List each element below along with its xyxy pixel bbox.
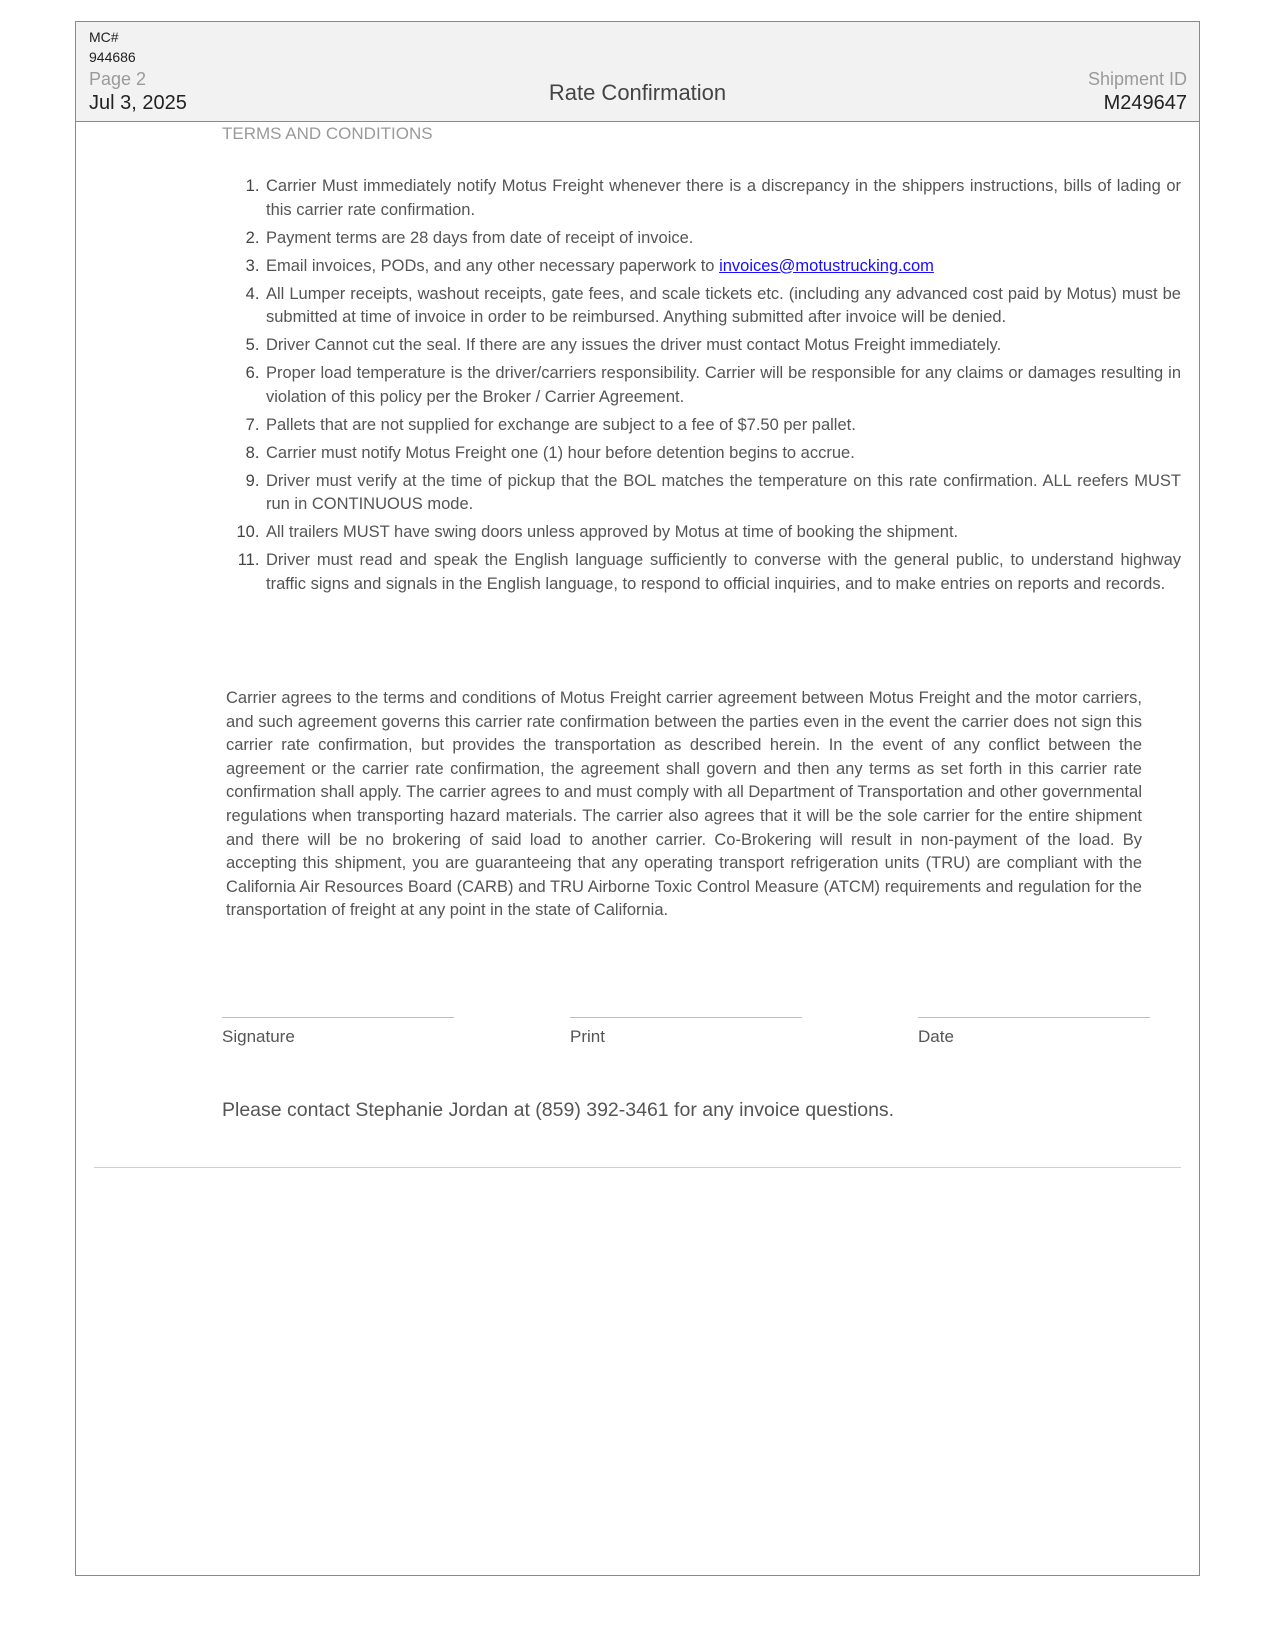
date-line <box>918 1017 1150 1018</box>
mc-number: 944686 <box>89 49 136 65</box>
page-number: Page 2 <box>89 69 147 89</box>
shipment-id-label: Shipment ID <box>1087 69 1187 89</box>
terms-list <box>225 175 1181 601</box>
mc-label: MC# <box>89 29 119 45</box>
shipment-id: M249647 <box>1103 92 1187 114</box>
term-item: 10. All trailers MUST have swing doors unless approved by Motus at time of booking the shipment. <box>264 521 1181 545</box>
document-date: Jul 3, 2025 <box>89 92 187 114</box>
terms-heading: TERMS AND CONDITIONS <box>222 124 433 143</box>
term-item: 2. Payment terms are 28 days from date of receipt of invoice. <box>264 227 1181 251</box>
term-item: 8. Carrier must notify Motus Freight one (1) hour before detention begins to accrue. <box>264 442 1181 466</box>
term-item: 9. Driver must verify at the time of pickup that the BOL matches the temperature on this rate confirmation. ALL reefers MUST run in CONTINUOUS mode. <box>264 470 1181 517</box>
term-item: 7. Pallets that are not supplied for exchange are subject to a fee of $7.50 per pallet. <box>264 414 1181 438</box>
document-title: Rate Confirmation <box>548 80 727 105</box>
date-label: Date <box>918 1027 954 1046</box>
term-item: 4. All Lumper receipts, washout receipts, gate fees, and scale tickets etc. (including any advanced cost paid by Motus) must be submitted at time of invoice in order to be reimbursed. Anything submitted after invoice will be denied. <box>264 283 1181 330</box>
term-item: 3. Email invoices, PODs, and any other necessary paperwork to invoices@motustrucking.com <box>264 255 1181 279</box>
signature-line <box>222 1017 454 1018</box>
page-header <box>76 22 1199 122</box>
term-item: 11. Driver must read and speak the English language sufficiently to converse with the general public, to understand highway traffic signs and signals in the English language, to respond to official inquiries, and to make entries on reports and records. <box>264 549 1181 596</box>
signature-label: Signature <box>222 1027 295 1046</box>
carrier-agreement-paragraph: Carrier agrees to the terms and conditions of Motus Freight carrier agreement between Motus Freight and the motor carriers, and such agreement governs this carrier rate confirmation between the parties even in the event the carrier does not sign this carrier rate confirmation, but provides the transportation as described herein. In the event of any conflict between the agreement or the carrier rate confirmation, the agreement shall govern and then any terms as set forth in this carrier rate confirmation shall apply. The carrier agrees to and must comply with all Department of Transportation and other governmental regulations when transporting hazard materials. The carrier also agrees that it will be the sole carrier for the entire shipment and there will be no brokering of said load to another carrier. Co-Brokering will result in non-payment of the load. By accepting this shipment, you are guaranteeing that any operating transport refrigeration units (TRU) are compliant with the California Air Resources Board (CARB) and TRU Airborne Toxic Control Measure (ATCM) requirements and regulation for the transportation of freight at any point in the state of California. <box>226 689 1142 920</box>
print-line <box>570 1017 802 1018</box>
invoice-email-link[interactable]: invoices@motustrucking.com <box>719 256 934 275</box>
footer-divider <box>94 1167 1181 1168</box>
term-item: 6. Proper load temperature is the driver/carriers responsibility. Carrier will be responsible for any claims or damages resulting in violation of this policy per the Broker / Carrier Agreement. <box>264 362 1181 409</box>
invoice-contact-note: Please contact Stephanie Jordan at (859) 392-3461 for any invoice questions. <box>222 1099 895 1121</box>
term-item: 1. Carrier Must immediately notify Motus Freight whenever there is a discrepancy in the shippers instructions, bills of lading or this carrier rate confirmation. <box>264 175 1181 222</box>
term-item: 5. Driver Cannot cut the seal. If there are any issues the driver must contact Motus Freight immediately. <box>264 334 1181 358</box>
print-label: Print <box>570 1027 605 1046</box>
